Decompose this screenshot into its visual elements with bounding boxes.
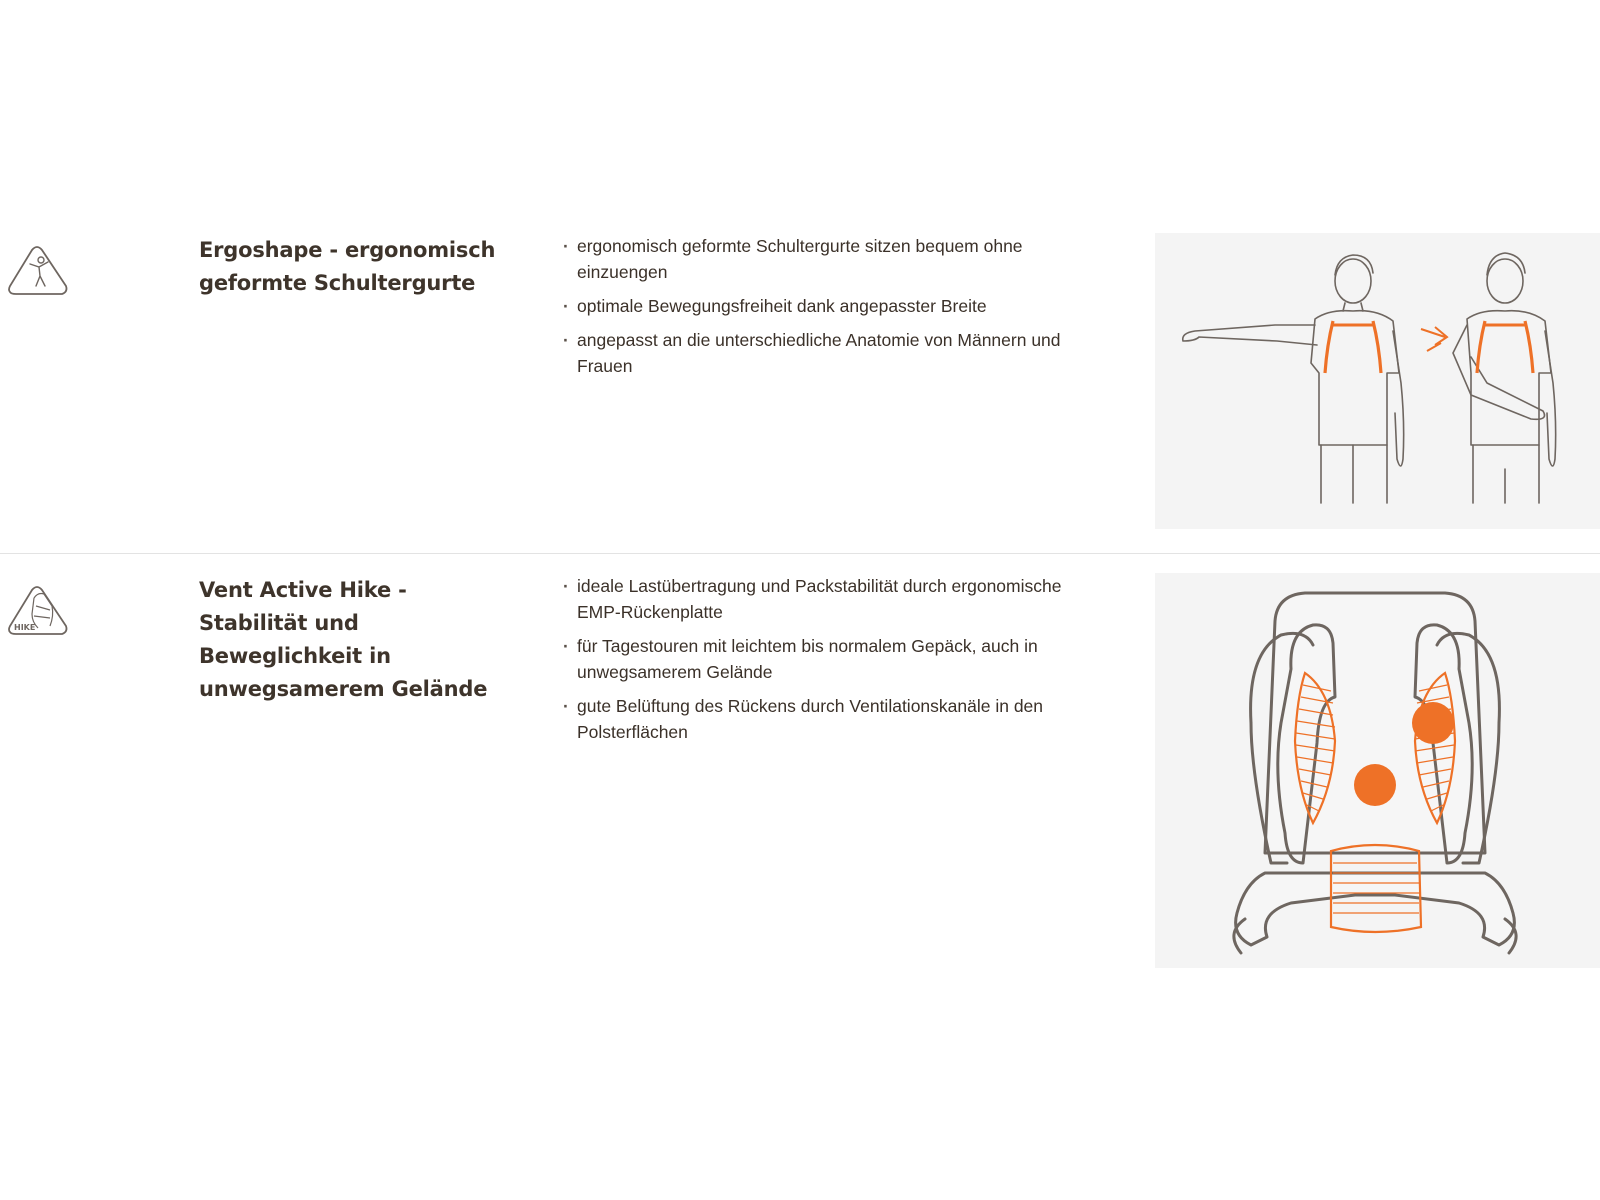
hike-icon-label: HIKE <box>14 623 36 632</box>
airflow-dot <box>1412 702 1454 744</box>
list-item: · ergonomisch geformte Schultergurte sitzen bequem ohne einzuengen <box>563 233 1103 285</box>
section-divider <box>0 553 1600 554</box>
backpack-ventilation-illustration <box>1155 573 1600 968</box>
feature-bullet-list <box>563 233 1103 387</box>
hikers-shoulder-strap-illustration <box>1155 233 1600 529</box>
feature-title: Vent Active Hike - Stabilität und Beweglichkeit in unwegsamerem Gelände <box>199 578 488 701</box>
airflow-dot <box>1354 764 1396 806</box>
list-item: · gute Belüftung des Rückens durch Ventilationskanäle in den Polsterflächen <box>563 693 1103 745</box>
list-item: · für Tagestouren mit leichtem bis normalem Gepäck, auch in unwegsamerem Gelände <box>563 633 1103 685</box>
feature-ergoshape <box>0 230 1600 530</box>
list-item: · ideale Lastübertragung und Packstabilität durch ergonomische EMP-Rückenplatte <box>563 573 1103 625</box>
list-item: · optimale Bewegungsfreiheit dank angepasster Breite <box>563 293 1103 319</box>
ergoshape-person-triangle-icon <box>4 240 70 300</box>
vent-active-hike-triangle-icon <box>4 580 70 640</box>
feature-vent-active-hike <box>0 570 1600 970</box>
feature-title: Ergoshape - ergonomisch geformte Schultergurte <box>199 238 496 295</box>
list-item: · angepasst an die unterschiedliche Anatomie von Männern und Frauen <box>563 327 1103 379</box>
feature-bullet-list <box>563 573 1103 753</box>
